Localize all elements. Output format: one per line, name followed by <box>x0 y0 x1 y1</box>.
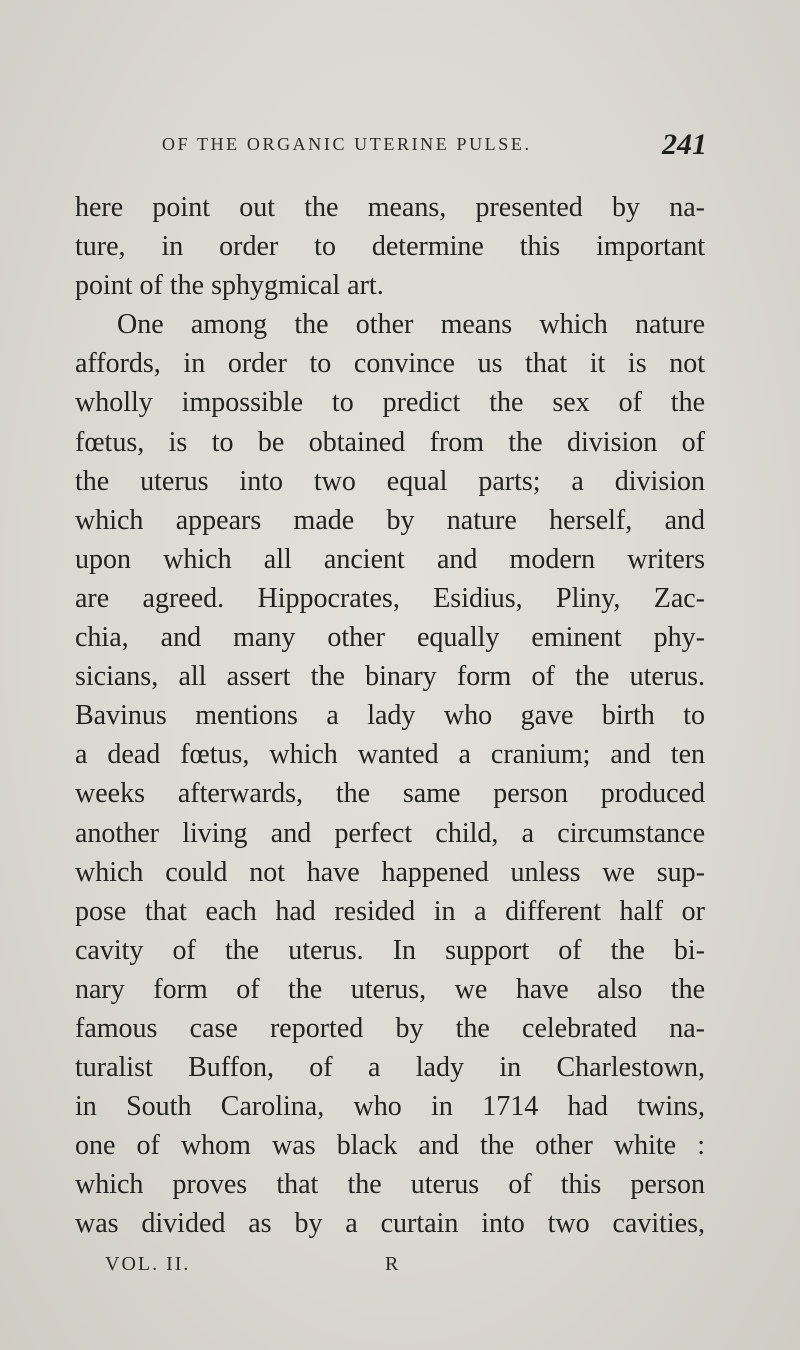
text-line: Bavinus mentions a lady who gave birth to <box>75 700 705 732</box>
text-line: fœtus, is to be obtained from the division of <box>75 426 705 458</box>
text-line: turalist Buffon, of a lady in Charlestown, <box>75 1052 705 1084</box>
volume-label: VOL. II. <box>105 1253 191 1275</box>
text-line: are agreed. Hippocrates, Esidius, Pliny, Zac- <box>75 582 705 614</box>
text-line: here point out the means, presented by na- <box>75 192 705 223</box>
text-line: famous case reported by the celebrated na- <box>75 1012 705 1044</box>
text-line: nary form of the uterus, we have also the <box>75 973 705 1005</box>
footer <box>105 1253 405 1283</box>
running-title: OF THE ORGANIC UTERINE PULSE. <box>162 134 532 154</box>
paragraph-start-line: One among the other means which nature <box>117 309 705 341</box>
running-head <box>162 128 707 164</box>
body-text <box>75 188 705 1244</box>
text-line: one of whom was black and the other white : <box>75 1130 705 1162</box>
text-line: a dead fœtus, which wanted a cranium; and ten <box>75 739 705 771</box>
text-line: was divided as by a curtain into two cavities, <box>75 1208 705 1240</box>
text-line: wholly impossible to predict the sex of the <box>75 387 705 419</box>
text-line: which proves that the uterus of this person <box>75 1169 705 1201</box>
text-line: which appears made by nature herself, and <box>75 504 705 536</box>
page-number: 241 <box>662 128 707 161</box>
text-line: weeks afterwards, the same person produced <box>75 778 705 810</box>
text-line: in South Carolina, who in 1714 had twins, <box>75 1091 705 1123</box>
text-line: affords, in order to convince us that it is not <box>75 348 705 380</box>
text-line: the uterus into two equal parts; a division <box>75 465 705 497</box>
text-line: pose that each had resided in a different half or <box>75 895 705 927</box>
text-line: sicians, all assert the binary form of the uterus. <box>75 661 705 693</box>
signature-mark: R <box>385 1253 399 1275</box>
text-line: which could not have happened unless we sup- <box>75 856 705 888</box>
text-line: point of the sphygmical art. <box>75 270 384 302</box>
text-line: cavity of the uterus. In support of the bi- <box>75 934 705 966</box>
text-line: chia, and many other equally eminent phy- <box>75 622 705 654</box>
text-line: ture, in order to determine this important <box>75 231 705 263</box>
text-line: upon which all ancient and modern writers <box>75 543 705 575</box>
text-line: another living and perfect child, a circumstance <box>75 817 705 849</box>
